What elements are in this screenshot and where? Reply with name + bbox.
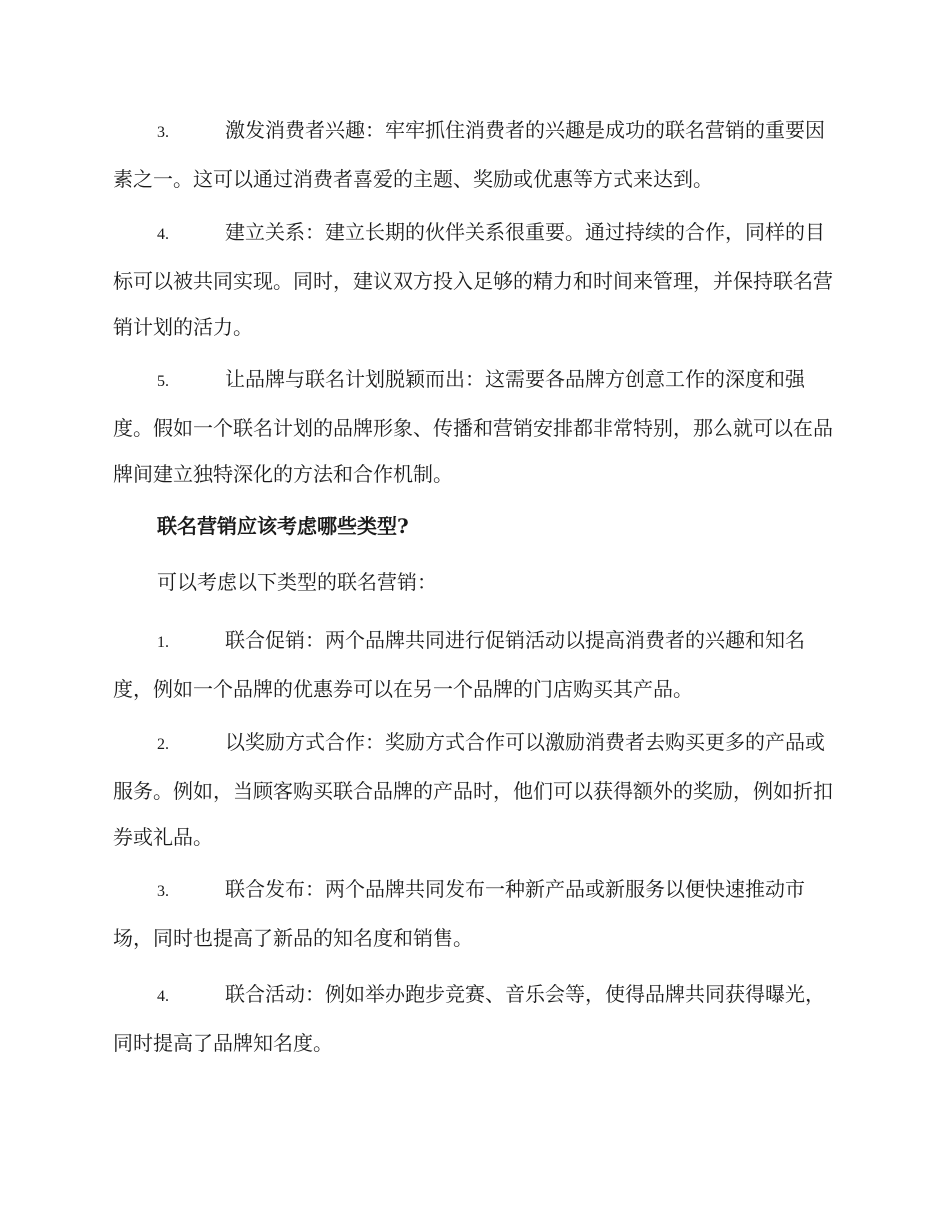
- list-item-text: 联合促销：两个品牌共同进行促销活动以提高消费者的兴趣和知名度，例如一个品牌的优惠券可以在另一个品牌的门店购买其产品。: [113, 628, 805, 701]
- list-item: [113, 107, 833, 202]
- list-number: 3.: [157, 124, 169, 141]
- list-item-text: 联合发布：两个品牌共同发布一种新产品或新服务以便快速推动市场，同时也提高了新品的知名度和销售。: [113, 877, 805, 950]
- list-number: 4.: [157, 226, 169, 243]
- list-item-text: 让品牌与联名计划脱颖而出：这需要各品牌方创意工作的深度和强度。假如一个联名计划的品牌形象、传播和营销安排都非常特别，那么就可以在品牌间建立独特深化的方法和合作机制。: [113, 367, 833, 486]
- list-item: [113, 719, 833, 860]
- list-item: [113, 866, 833, 961]
- list-item-text: 激发消费者兴趣：牢牢抓住消费者的兴趣是成功的联名营销的重要因素之一。这可以通过消费者喜爱的主题、奖励或优惠等方式来达到。: [113, 118, 825, 191]
- list-item: [113, 356, 833, 497]
- list-number: 1.: [157, 634, 169, 651]
- list-number: 3.: [157, 883, 169, 900]
- list-item-text: 以奖励方式合作：奖励方式合作可以激励消费者去购买更多的产品或服务。例如，当顾客购买联合品牌的产品时，他们可以获得额外的奖励，例如折扣券或礼品。: [113, 730, 833, 849]
- list-item: [113, 617, 833, 712]
- list-item: [113, 971, 833, 1066]
- list-number: 5.: [157, 373, 169, 390]
- list-number: 2.: [157, 736, 169, 753]
- section-heading: 联名营销应该考虑哪些类型?: [157, 514, 409, 538]
- list-item: [113, 209, 833, 350]
- list-item-text: 联合活动：例如举办跑步竞赛、音乐会等，使得品牌共同获得曝光，同时提高了品牌知名度。: [113, 982, 825, 1055]
- list-item-text: 建立关系：建立长期的伙伴关系很重要。通过持续的合作，同样的目标可以被共同实现。同时，建议双方投入足够的精力和时间来管理，并保持联名营销计划的活力。: [113, 220, 833, 339]
- list-number: 4.: [157, 988, 169, 1005]
- intro-text: 可以考虑以下类型的联名营销：: [157, 570, 437, 594]
